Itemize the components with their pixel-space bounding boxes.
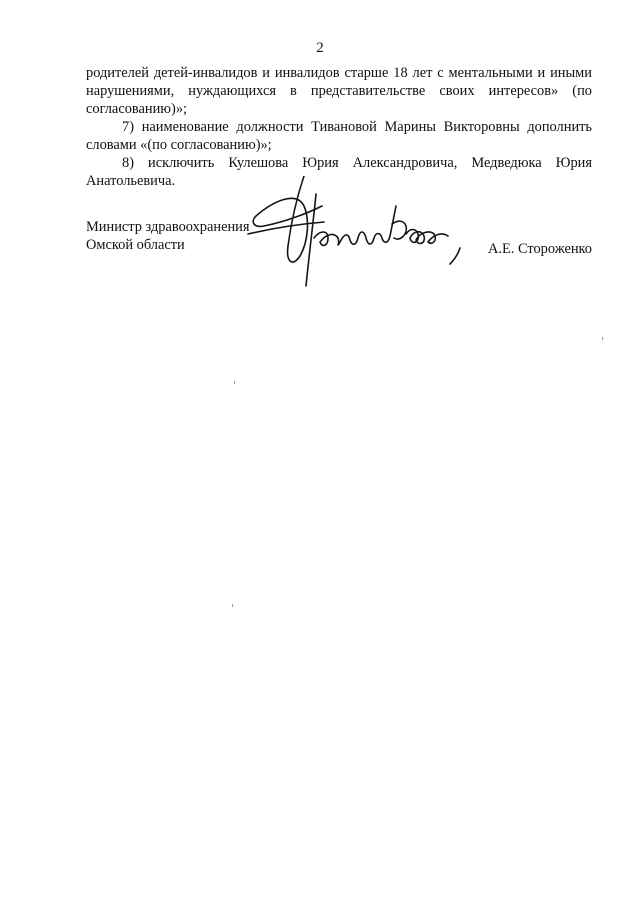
signature-descender-stroke [306,194,316,286]
paragraph-item-7: 7) наименование должности Тивановой Марины Викторовны дополнить словами «(по согласованию)»; [86,119,592,153]
paragraph-continuation: родителей детей-инвалидов и инвалидов старше 18 лет с ментальными и иными нарушениями, нуждающихся в представительстве своих интересов» (по согласованию)»; [86,65,592,117]
scan-speck [232,604,233,607]
signer-name: А.Е. Стороженко [487,241,592,257]
signer-title [86,218,250,254]
page-number: 2 [316,40,324,56]
signature-tail-stroke [450,248,460,264]
document-body [86,64,592,190]
signer-title-line-2: Омской области [86,237,185,253]
handwritten-signature [244,176,476,288]
scan-speck [602,337,603,340]
signature-body-stroke [314,206,448,245]
scan-speck [234,381,235,384]
signature-initial-stroke [253,176,322,262]
paragraph-item-8: 8) исключить Кулешова Юрия Александровича, Медведюка Юрия Анатольевича. [86,155,592,189]
signer-title-line-1: Министр здравоохранения [86,219,250,235]
